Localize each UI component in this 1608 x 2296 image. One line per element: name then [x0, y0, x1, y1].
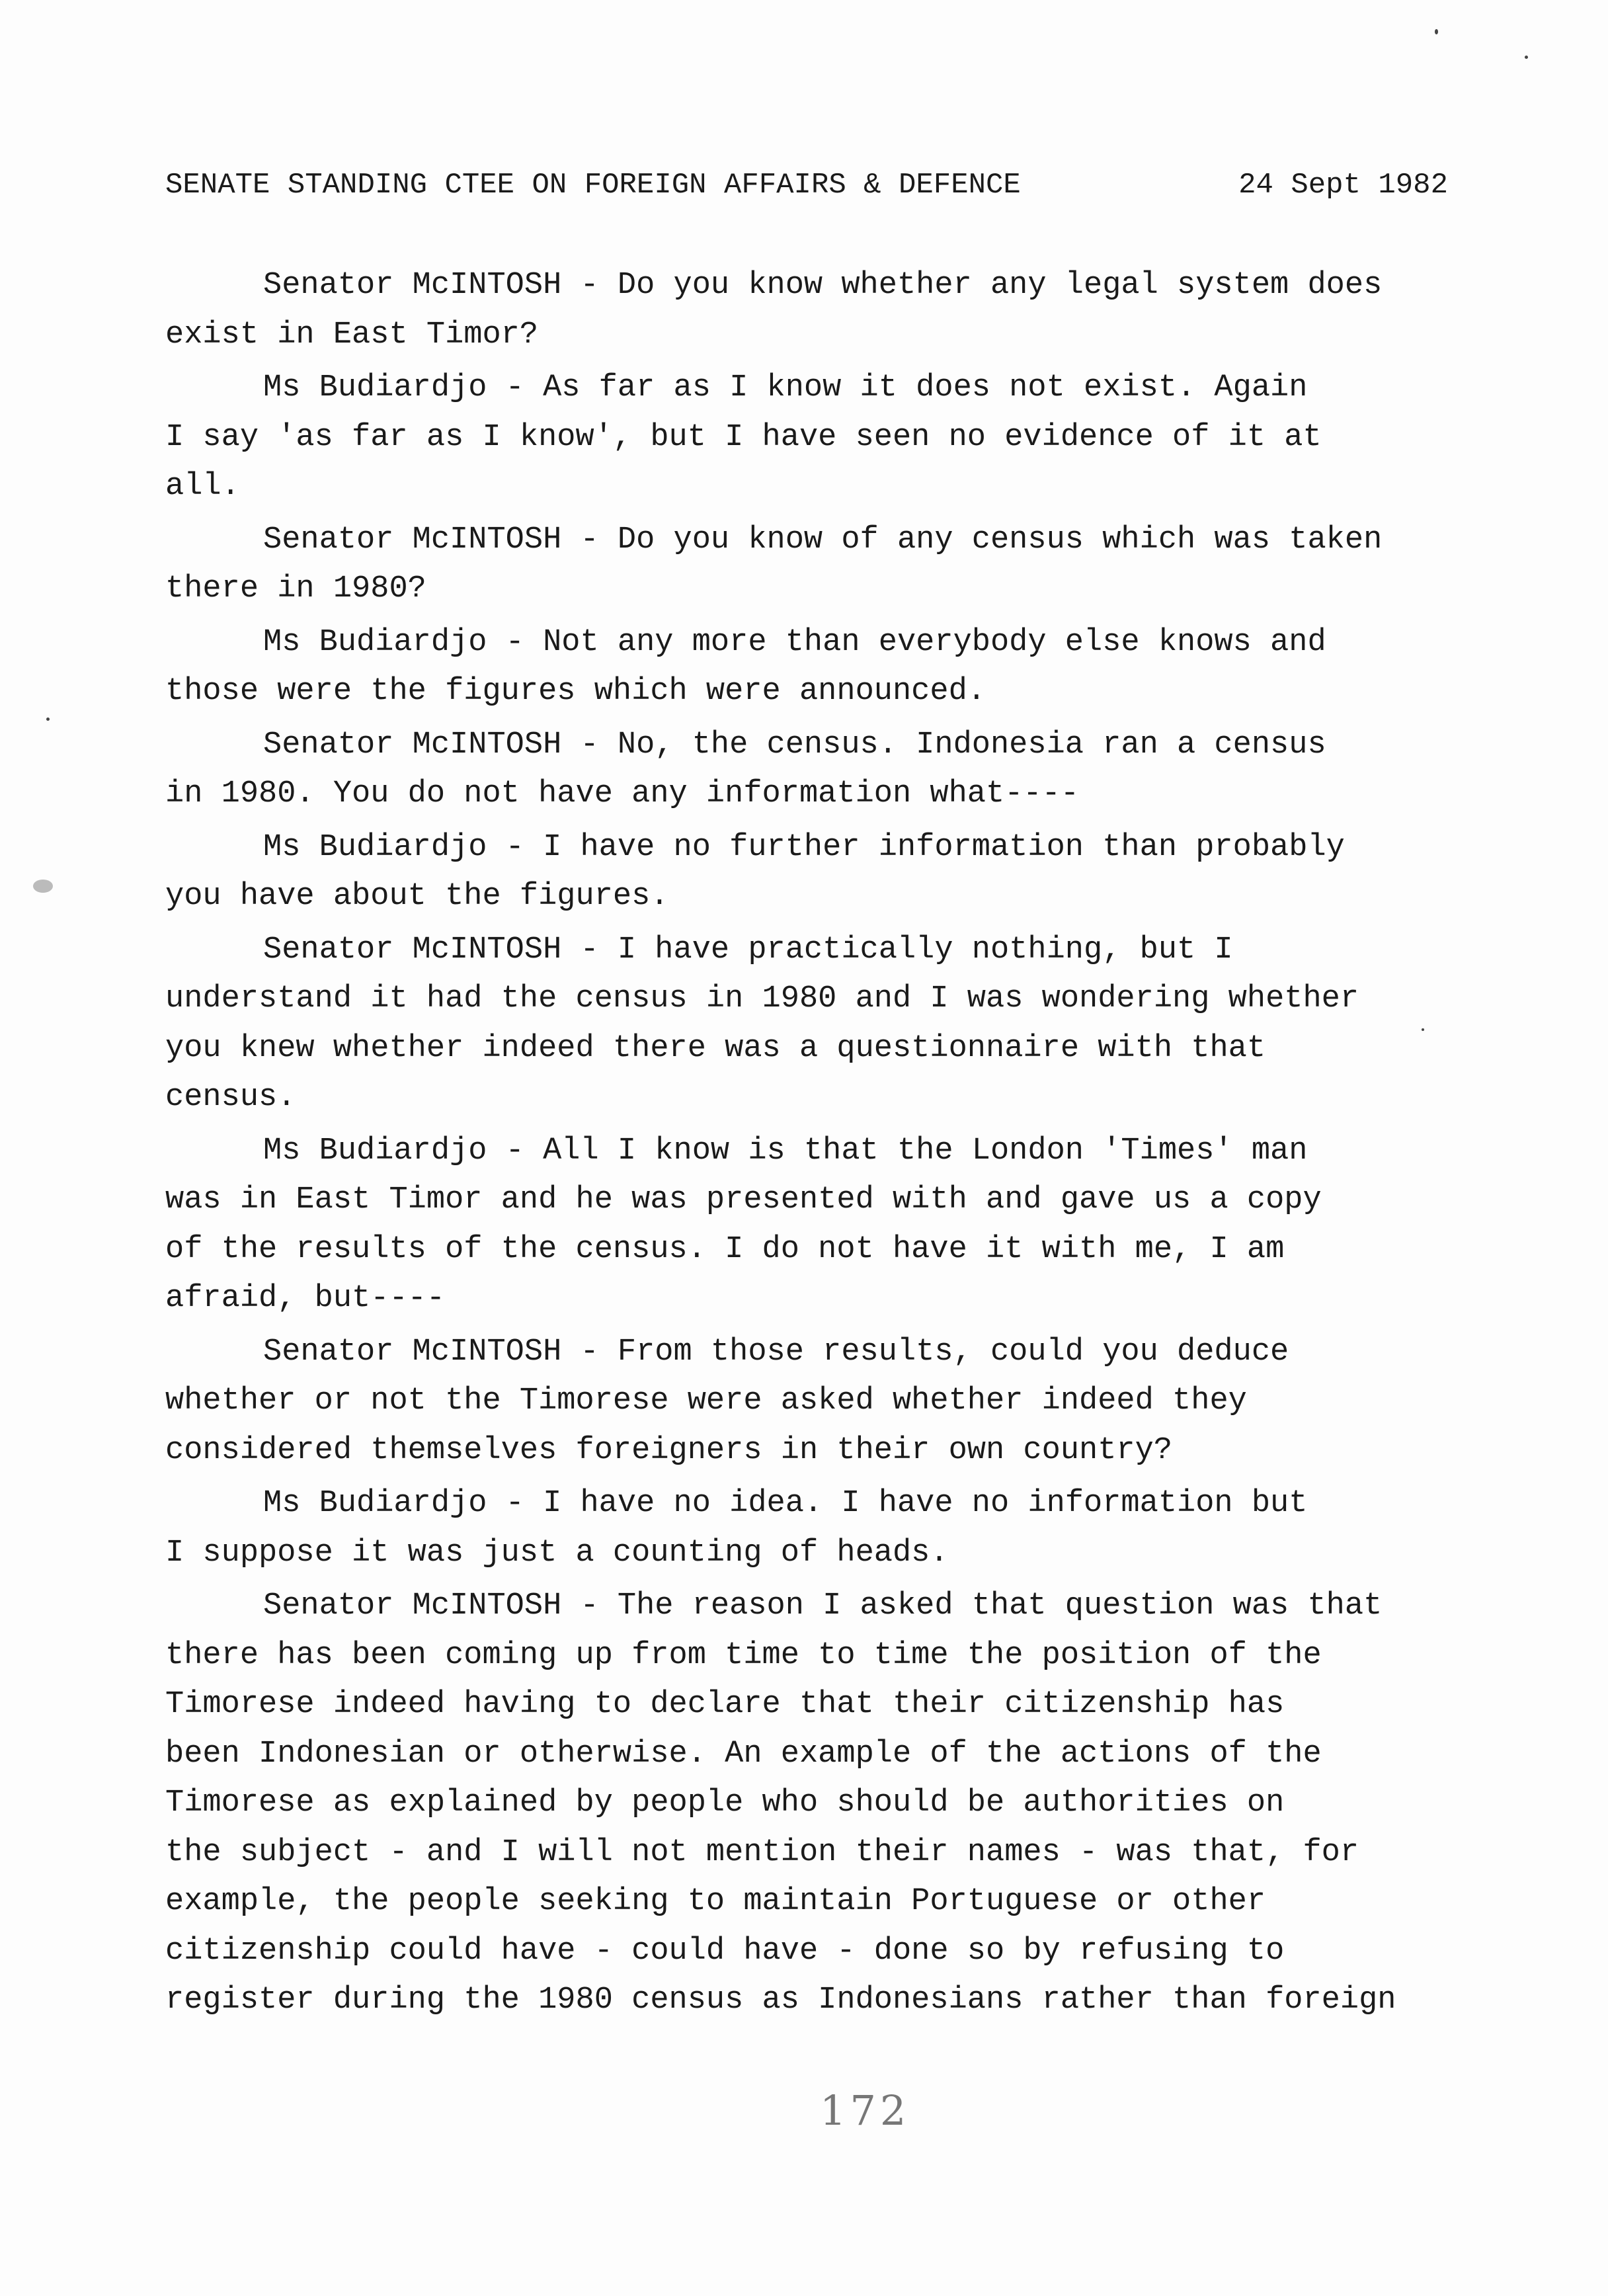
transcript-line: the subject - and I will not mention their names - was that, for — [165, 1834, 1359, 1870]
transcript-line: considered themselves foreigners in their own country? — [165, 1432, 1173, 1468]
transcript-line: in 1980. You do not have any information what---- — [165, 776, 1080, 811]
transcript-line: those were the figures which were announced. — [165, 674, 986, 709]
transcript-line: of the results of the census. I do not have it with me, I am — [165, 1231, 1285, 1267]
transcript-line: Ms Budiardjo - I have no idea. I have no information but — [263, 1486, 1308, 1521]
transcript-line: there in 1980? — [165, 571, 426, 606]
transcript-line: you have about the figures. — [165, 879, 669, 914]
transcript-line: Timorese as explained by people who should be authorities on — [165, 1785, 1285, 1821]
hearing-date: 24 Sept 1982 — [1238, 169, 1448, 202]
scan-speck — [33, 880, 53, 893]
transcript-line: Senator McINTOSH - From those results, could you deduce — [263, 1334, 1289, 1370]
transcript-line: Senator McINTOSH - No, the census. Indonesia ran a census — [263, 727, 1326, 762]
scan-speck — [1435, 29, 1438, 34]
transcript-line: Ms Budiardjo - All I know is that the London 'Times' man — [263, 1133, 1308, 1168]
scan-speck — [1525, 56, 1528, 59]
transcript-body — [165, 261, 1461, 2030]
transcript-paragraph — [165, 1127, 1461, 1324]
transcript-line: all. — [165, 469, 240, 504]
transcript-line: citizenship could have - could have - done so by refusing to — [165, 1933, 1285, 1969]
transcript-line: Senator McINTOSH - The reason I asked that question was that — [263, 1588, 1383, 1623]
transcript-line: afraid, but---- — [165, 1281, 446, 1316]
page-number: 172 — [820, 2086, 910, 2135]
transcript-paragraph — [165, 618, 1461, 717]
transcript-line: been Indonesian or otherwise. An example of the actions of the — [165, 1736, 1322, 1772]
transcript-line: Ms Budiardjo - Not any more than everybody else knows and — [263, 624, 1326, 660]
transcript-line: Ms Budiardjo - I have no further information than probably — [263, 829, 1345, 865]
transcript-line: example, the people seeking to maintain Portuguese or other — [165, 1884, 1266, 1919]
transcript-line: whether or not the Timorese were asked whether indeed they — [165, 1383, 1247, 1418]
scan-speck — [46, 718, 50, 721]
transcript-line: exist in East Timor? — [165, 317, 539, 352]
transcript-paragraph — [165, 516, 1461, 614]
transcript-line: census. — [165, 1080, 296, 1115]
transcript-line: Timorese indeed having to declare that their citizenship has — [165, 1687, 1285, 1722]
transcript-paragraph — [165, 721, 1461, 819]
transcript-line: Ms Budiardjo - As far as I know it does not exist. Again — [263, 370, 1308, 405]
transcript-line: Senator McINTOSH - I have practically nothing, but I — [263, 932, 1233, 967]
transcript-line: was in East Timor and he was presented with and gave us a copy — [165, 1182, 1322, 1217]
transcript-paragraph — [165, 823, 1461, 922]
transcript-line: there has been coming up from time to time the position of the — [165, 1637, 1322, 1673]
transcript-paragraph — [165, 926, 1461, 1123]
transcript-line: Senator McINTOSH - Do you know of any census which was taken — [263, 522, 1383, 557]
transcript-line: you knew whether indeed there was a questionnaire with that — [165, 1030, 1266, 1066]
transcript-paragraph — [165, 1479, 1461, 1578]
transcript-paragraph — [165, 1328, 1461, 1476]
transcript-line: I suppose it was just a counting of heads. — [165, 1535, 949, 1571]
transcript-paragraph — [165, 261, 1461, 360]
transcript-line: Senator McINTOSH - Do you know whether any legal system does — [263, 268, 1383, 303]
transcript-line: register during the 1980 census as Indonesians rather than foreign — [165, 1983, 1396, 2018]
transcript-line: understand it had the census in 1980 and I was wondering whether — [165, 981, 1359, 1016]
transcript-paragraph — [165, 1582, 1461, 2026]
transcript-paragraph — [165, 364, 1461, 512]
transcript-line: I say 'as far as I know', but I have seen no evidence of it at — [165, 419, 1322, 455]
committee-title: SENATE STANDING CTEE ON FOREIGN AFFAIRS & DEFENCE — [165, 169, 1021, 202]
